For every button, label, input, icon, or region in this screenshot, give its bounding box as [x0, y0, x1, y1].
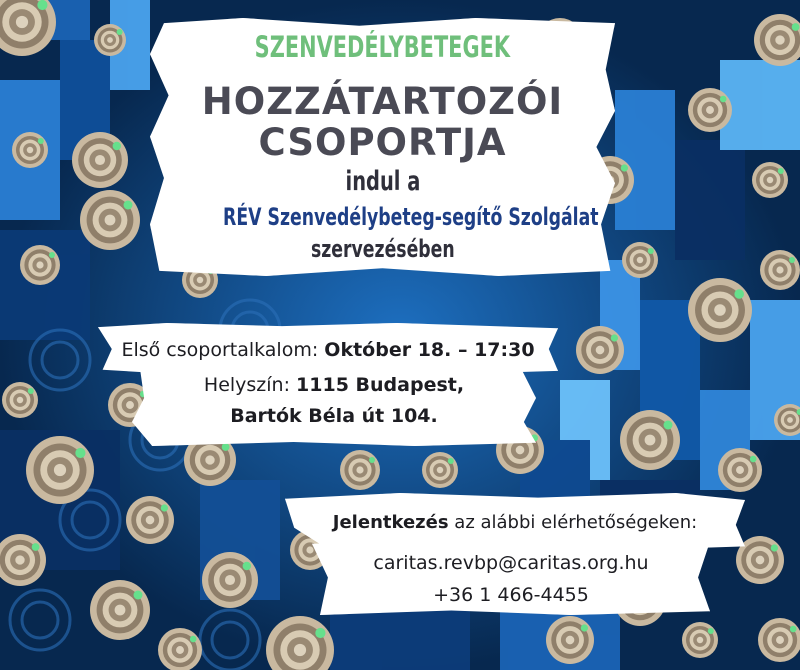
ring-decoration [758, 618, 800, 662]
ring-decoration [94, 24, 126, 56]
ring-decoration [688, 88, 732, 132]
location-value-1: 1115 Budapest, [296, 374, 465, 396]
ring-decoration [158, 628, 202, 670]
email-link[interactable]: caritas.revbp@caritas.org.hu [373, 552, 649, 574]
registration-bold: Jelentkezés [332, 512, 449, 533]
ring-decoration [340, 450, 380, 490]
ring-decoration [80, 190, 140, 250]
first-session-value: Október 18. – 17:30 [324, 339, 535, 361]
ring-decoration [72, 132, 128, 188]
organizer-text: szervezésében [310, 235, 455, 263]
ring-decoration [2, 382, 38, 418]
location-label: Helyszín: [203, 374, 297, 396]
registration-rest: az alábbi elérhetőségeken: [448, 512, 698, 533]
first-session-label: Első csoportalkalom: [121, 339, 325, 361]
ring-decoration [422, 452, 458, 488]
location-line-1 [132, 374, 536, 396]
ring-decoration [760, 250, 800, 290]
organization-name: RÉV Szenvedélybeteg-segítő Szolgálat [223, 203, 599, 231]
first-session-line [98, 339, 558, 361]
ring-decoration [126, 496, 174, 544]
title-line-2: CSOPORTJA [258, 121, 507, 164]
registration-line [285, 512, 745, 533]
phone-number[interactable]: +36 1 466-4455 [433, 584, 589, 606]
ring-decoration [682, 622, 718, 658]
ring-decoration [622, 242, 658, 278]
ring-decoration [688, 278, 752, 342]
location-line-2 [132, 405, 536, 427]
ring-decoration [752, 162, 788, 198]
ring-decoration [620, 410, 680, 470]
ring-decoration [202, 552, 258, 608]
title-line-1: HOZZÁTARTOZÓI [201, 80, 564, 123]
ring-decoration [718, 448, 762, 492]
location-value-2: Bartók Béla út 104. [230, 405, 438, 427]
indul-text: indul a [345, 166, 420, 197]
ring-decoration [576, 326, 624, 374]
kicker-heading: SZENVEDÉLYBETEGEK [254, 30, 511, 64]
ring-decoration [12, 132, 48, 168]
ring-decoration [90, 580, 150, 640]
ring-decoration [546, 616, 594, 664]
ring-decoration [20, 245, 60, 285]
ring-decoration [26, 436, 94, 504]
